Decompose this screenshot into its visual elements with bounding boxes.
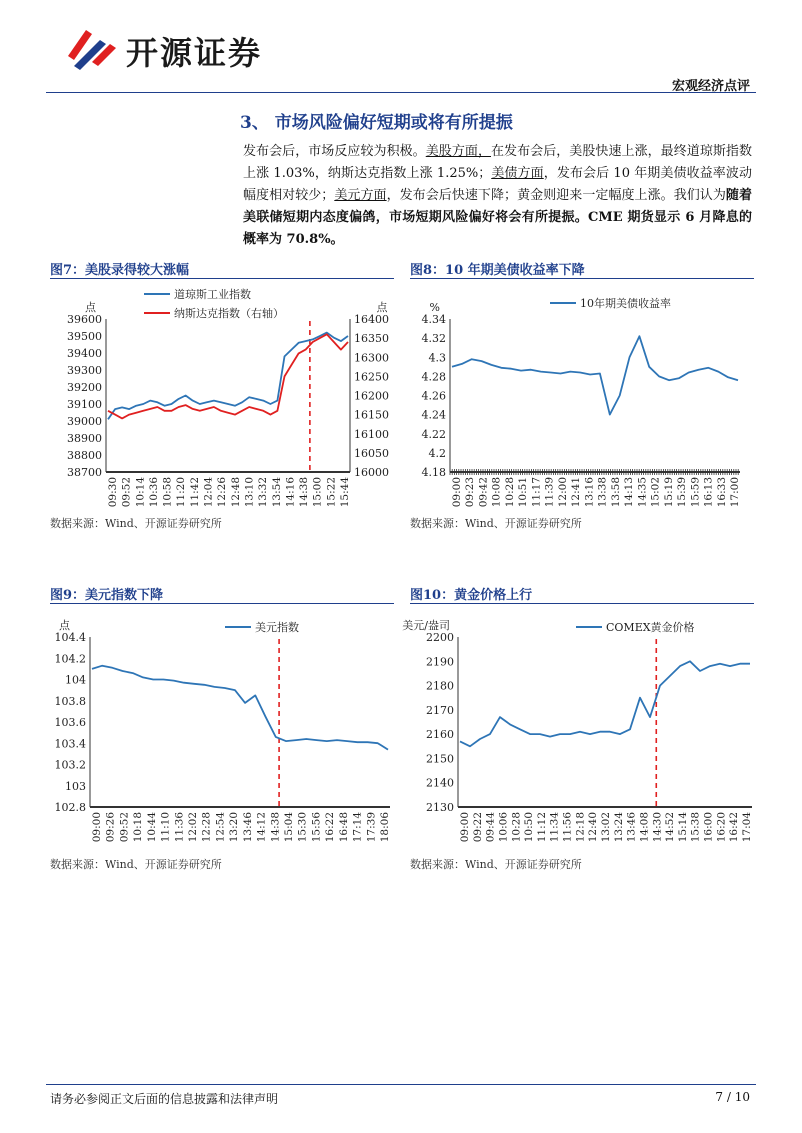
x-tick-label: 11:20 (175, 477, 188, 508)
x-tick-label: 15:30 (296, 812, 309, 843)
x-tick-label: 09:30 (107, 477, 119, 508)
x-tick-label: 12:41 (570, 477, 583, 508)
y2-tick-label: 16200 (354, 389, 389, 403)
y-tick-label: 2190 (426, 655, 454, 669)
y-tick-label: 4.24 (421, 408, 446, 422)
x-tick-label: 16:48 (337, 812, 350, 843)
figure-7-source: 数据来源：Wind、开源证券研究所 (50, 517, 222, 530)
x-tick-label: 13:10 (243, 477, 256, 508)
x-tick-label: 13:16 (583, 477, 596, 508)
figure-9-title: 图9：美元指数下降 (50, 588, 164, 603)
y-tick-label: 103.6 (54, 716, 86, 729)
x-tick-label: 14:08 (638, 812, 651, 843)
figure-7-chart (50, 282, 394, 510)
x-tick-label: 15:44 (339, 477, 351, 508)
series-line (108, 333, 348, 420)
y-tick-label: 2150 (426, 752, 454, 766)
x-tick-label: 14:35 (636, 477, 649, 508)
legend-label: 纳斯达克指数（右轴） (174, 307, 284, 320)
figure-9-chart (50, 607, 394, 849)
figure-8-chart (410, 282, 754, 510)
section-title: 3、 市场风险偏好短期或将有所提振 (240, 113, 513, 133)
y-tick-label: 4.34 (421, 313, 446, 326)
y2-tick-label: 16350 (354, 332, 389, 346)
para-part-underlined: 美股方面， (425, 144, 491, 159)
para-part-underlined: 美债方面 (491, 166, 544, 181)
x-tick-label: 12:28 (200, 812, 213, 843)
legend-label: 道琼斯工业指数 (174, 288, 251, 301)
x-tick-label: 12:48 (229, 477, 242, 508)
x-tick-label: 15:19 (662, 477, 675, 508)
y2-tick-label: 16050 (354, 446, 389, 460)
y-tick-label: 4.32 (421, 332, 446, 346)
x-tick-label: 17:00 (729, 477, 741, 508)
series-line (108, 334, 348, 418)
x-tick-label: 16:00 (702, 812, 715, 843)
x-tick-label: 18:06 (379, 812, 391, 843)
para-part: 发布会后，市场反应较为积极。 (243, 144, 426, 159)
figure-7-title: 图7：美股录得较大涨幅 (50, 263, 190, 278)
y-axis-unit: 美元/盎司 (402, 619, 450, 632)
y-tick-label: 4.2 (428, 446, 446, 460)
y2-tick-label: 16100 (354, 427, 389, 441)
y2-tick-label: 16000 (354, 466, 389, 479)
x-tick-label: 10:44 (145, 812, 158, 843)
y-tick-label: 39100 (67, 398, 102, 411)
x-tick-label: 16:33 (715, 477, 728, 508)
y-tick-label: 103.2 (54, 758, 86, 772)
x-tick-label: 15:38 (689, 812, 702, 843)
y2-tick-label: 16250 (354, 370, 389, 384)
x-tick-label: 10:08 (490, 477, 503, 508)
y-axis-unit: % (429, 301, 440, 314)
x-tick-label: 11:12 (535, 812, 548, 843)
figure-7-rule (50, 278, 394, 279)
footer-divider (46, 1084, 756, 1085)
x-tick-label: 10:50 (523, 812, 536, 843)
header-divider (46, 92, 756, 93)
y-tick-label: 2170 (426, 703, 454, 717)
y-tick-label: 38800 (67, 449, 102, 462)
x-tick-label: 13:20 (228, 812, 241, 843)
y-tick-label: 2180 (426, 679, 454, 693)
x-tick-label: 10:36 (147, 477, 160, 508)
figure-10-rule (410, 603, 754, 604)
y2-axis-unit: 点 (376, 301, 388, 314)
y-tick-label: 104 (65, 673, 86, 687)
x-tick-label: 16:42 (728, 812, 741, 843)
x-tick-label: 13:58 (609, 477, 622, 508)
figure-9-rule (50, 603, 394, 604)
page-number: 7 / 10 (715, 1090, 750, 1104)
series-line (452, 336, 738, 414)
x-tick-label: 10:28 (503, 477, 516, 508)
y-tick-label: 39600 (67, 313, 102, 326)
x-tick-label: 15:00 (311, 477, 324, 508)
footer-disclaimer: 请务必参阅正文后面的信息披露和法律声明 (50, 1092, 279, 1106)
y-tick-label: 4.3 (428, 351, 446, 365)
x-tick-label: 10:28 (510, 812, 523, 843)
y-tick-label: 38700 (67, 466, 102, 479)
para-part-bold: 随着美联储短期内态度偏鸽，市场短期风险偏好将会有所提振。CME 期货显示 6 月降息的概率为 70.8%。 (243, 188, 752, 247)
para-part-underlined: 美元方面 (334, 188, 387, 203)
x-tick-label: 17:04 (741, 812, 753, 843)
x-tick-label: 09:23 (464, 477, 477, 508)
y-tick-label: 39500 (67, 330, 102, 343)
x-tick-label: 11:17 (530, 477, 543, 508)
y-tick-label: 4.28 (421, 370, 446, 384)
x-tick-label: 12:18 (574, 812, 587, 843)
x-tick-label: 16:20 (715, 812, 728, 843)
figure-8-source: 数据来源：Wind、开源证券研究所 (410, 517, 582, 530)
x-tick-label: 15:39 (676, 477, 689, 508)
x-tick-label: 17:39 (365, 812, 378, 843)
x-tick-label: 13:32 (257, 477, 270, 508)
x-tick-label: 13:02 (600, 812, 612, 843)
x-tick-label: 12:00 (556, 477, 569, 508)
chart-svg (50, 607, 394, 849)
y-tick-label: 4.18 (421, 466, 446, 479)
x-tick-label: 09:42 (477, 477, 490, 508)
x-tick-label: 12:54 (214, 812, 227, 843)
report-type-tag: 宏观经济点评 (671, 79, 750, 94)
x-tick-label: 17:14 (351, 812, 364, 843)
y2-tick-label: 16300 (354, 351, 389, 365)
x-tick-label: 14:13 (623, 477, 636, 508)
x-tick-label: 14:52 (664, 812, 677, 843)
legend-label: 美元指数 (255, 621, 299, 634)
x-tick-label: 09:44 (484, 812, 497, 843)
legend-label: COMEX黄金价格 (606, 621, 695, 634)
section-paragraph (243, 141, 752, 251)
y-tick-label: 4.22 (421, 427, 446, 441)
x-tick-label: 11:39 (543, 477, 556, 508)
x-tick-label: 12:26 (216, 477, 229, 508)
para-part: 在发布会后，美股快速上涨，最终道琼斯指数上涨 1.03%，纳斯达克指数上涨 1.25%； (243, 144, 752, 181)
x-tick-label: 13:54 (270, 477, 283, 508)
chart-svg (410, 282, 754, 510)
y-tick-label: 103.4 (54, 737, 86, 751)
x-tick-label: 15:59 (689, 477, 702, 508)
para-part: ，发布会后 10 年期美债收益率波动幅度相对较少； (243, 166, 752, 203)
company-logo (66, 26, 306, 74)
x-tick-label: 14:16 (284, 477, 297, 508)
x-tick-label: 16:13 (702, 477, 715, 508)
chart-svg (402, 607, 754, 849)
x-tick-label: 15:56 (310, 812, 323, 843)
x-tick-label: 15:14 (676, 812, 689, 843)
x-tick-label: 09:52 (118, 812, 131, 843)
figure-8-rule (410, 278, 754, 279)
chart-svg (50, 282, 394, 510)
y-tick-label: 2130 (426, 801, 454, 814)
y-tick-label: 103.8 (54, 694, 86, 708)
y-axis-unit: 点 (85, 301, 96, 314)
x-tick-label: 10:18 (132, 812, 145, 843)
y2-tick-label: 16400 (354, 313, 389, 326)
x-tick-label: 11:42 (188, 477, 201, 508)
figure-10-title: 图10：黄金价格上行 (410, 588, 533, 603)
x-tick-label: 12:40 (587, 812, 600, 843)
y2-tick-label: 16150 (354, 408, 389, 422)
y-axis-unit: 点 (59, 619, 70, 632)
y-tick-label: 39400 (67, 347, 102, 360)
x-tick-label: 10:06 (497, 812, 510, 843)
x-tick-label: 15:04 (283, 812, 295, 843)
y-tick-label: 103 (65, 779, 86, 793)
figure-10-chart (402, 607, 754, 849)
x-tick-label: 09:00 (459, 812, 471, 843)
x-tick-label: 14:38 (298, 477, 311, 508)
logo-mark-icon (66, 26, 122, 72)
figure-8-title: 图8：10 年期美债收益率下降 (410, 263, 585, 278)
x-tick-label: 13:24 (612, 812, 625, 843)
y-tick-label: 2200 (426, 631, 454, 644)
company-name: 开源证券 (126, 34, 263, 72)
y-tick-label: 102.8 (54, 801, 86, 814)
y-tick-label: 2160 (426, 728, 454, 742)
y-tick-label: 39200 (67, 381, 102, 394)
series-line (92, 666, 388, 750)
x-tick-label: 10:58 (161, 477, 174, 508)
x-tick-label: 13:38 (596, 477, 609, 508)
x-tick-label: 15:22 (325, 477, 338, 508)
y-tick-label: 104.2 (54, 652, 86, 666)
y-tick-label: 104.4 (54, 631, 86, 644)
x-tick-label: 09:00 (451, 477, 463, 508)
x-tick-label: 13:46 (625, 812, 638, 843)
x-tick-label: 14:38 (269, 812, 282, 843)
x-tick-label: 09:26 (104, 812, 117, 843)
y-tick-label: 2140 (426, 776, 454, 790)
legend-label: 10年期美债收益率 (580, 297, 671, 310)
x-tick-label: 12:02 (187, 812, 199, 843)
para-part: ，发布会后快速下降；黄金则迎来一定幅度上涨。我们认为 (386, 188, 726, 203)
x-tick-label: 15:02 (649, 477, 662, 508)
y-tick-label: 38900 (67, 432, 102, 445)
x-tick-label: 11:36 (173, 812, 186, 843)
series-line (460, 661, 750, 746)
x-tick-label: 10:51 (517, 477, 530, 508)
x-tick-label: 09:00 (91, 812, 103, 843)
x-tick-label: 14:30 (651, 812, 664, 843)
x-tick-label: 11:56 (561, 812, 574, 843)
x-tick-label: 10:14 (134, 477, 147, 508)
x-tick-label: 09:22 (471, 812, 484, 843)
y-tick-label: 4.26 (421, 389, 446, 403)
x-tick-label: 12:04 (202, 477, 215, 508)
figure-10-source: 数据来源：Wind、开源证券研究所 (410, 858, 582, 871)
x-tick-label: 13:46 (241, 812, 254, 843)
x-tick-label: 09:52 (120, 477, 133, 508)
y-tick-label: 39300 (67, 364, 102, 377)
figure-9-source: 数据来源：Wind、开源证券研究所 (50, 858, 222, 871)
y-tick-label: 39000 (67, 415, 102, 428)
x-tick-label: 11:10 (159, 812, 172, 843)
x-tick-label: 16:22 (324, 812, 337, 843)
x-tick-label: 11:34 (548, 812, 561, 843)
x-tick-label: 14:12 (255, 812, 268, 843)
